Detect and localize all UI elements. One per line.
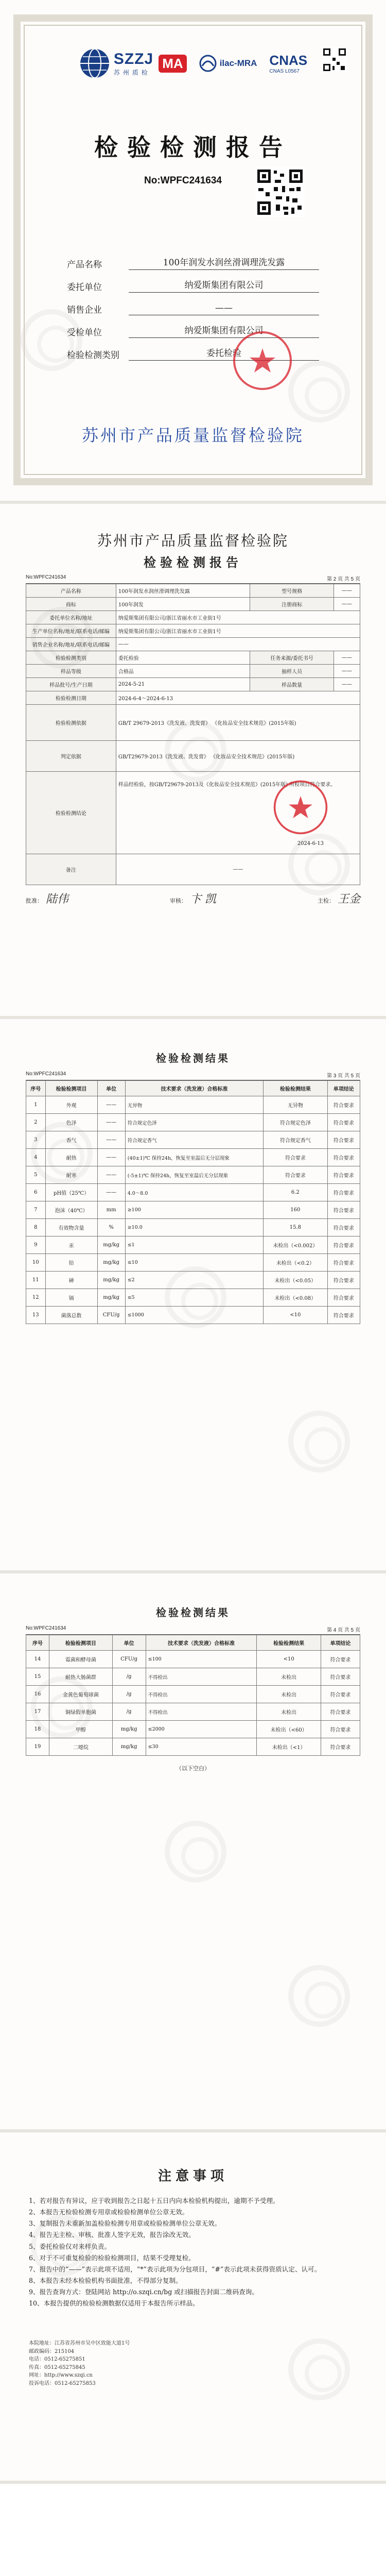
cnas-logo-text: CNAS [269, 53, 308, 68]
column-header: 单位 [112, 1635, 146, 1651]
ma-logo: MA [159, 55, 186, 73]
column-header: 检验检测结果 [264, 1081, 327, 1096]
table-cell: 符合要求 [327, 1289, 360, 1307]
table-cell: pH值（25℃） [45, 1184, 97, 1201]
report-number: No:WPFC241634 [26, 1625, 66, 1631]
conclusion-text: 样品经检验，按GB/T29679-2013及《化妆品安全技术规范》(2015年版) 所检项目符合要求。 [118, 782, 336, 788]
page-number: 第 3 页 共 5 页 [326, 1073, 360, 1079]
info-row-judgment [26, 741, 360, 772]
table-row [26, 1721, 360, 1738]
contact-line [29, 2340, 357, 2348]
contact-line [29, 2371, 357, 2380]
table-cell: 3 [26, 1131, 46, 1149]
table-cell: 霉菌和酵母菌 [49, 1651, 113, 1668]
info-label: 判定依据 [26, 741, 116, 772]
table-cell: 不得检出 [146, 1686, 257, 1703]
table-header-row [26, 1081, 360, 1096]
table-cell: 16 [26, 1686, 49, 1703]
field-value: 委托检验 [129, 346, 319, 361]
table-row [26, 1131, 360, 1149]
cnas-logo [269, 53, 307, 74]
info-value: 100年润发 [116, 598, 250, 611]
contact-label: 本院地址： [29, 2341, 55, 2347]
field-value: 纳爱斯集团有限公司 [129, 323, 319, 338]
info-row-conclusion [26, 772, 360, 854]
table-cell: ≤1 [125, 1236, 263, 1254]
notes-page [0, 2132, 386, 2484]
table-cell: 14 [26, 1651, 49, 1668]
contact-value: 0512-65275845 [44, 2364, 85, 2370]
contact-label: 邮政编码： [29, 2348, 55, 2354]
table-cell: 符合要求 [321, 1651, 360, 1668]
table-cell: mm [97, 1201, 125, 1219]
signatures [26, 890, 360, 906]
table-cell: 无异物 [264, 1096, 327, 1114]
info-row [26, 584, 360, 598]
contact-line [29, 2348, 357, 2356]
table-cell: 汞 [45, 1236, 97, 1254]
szzj-logo-text: SZZJ [113, 50, 154, 67]
info-label: 抽样人员 [250, 665, 334, 678]
info-label: 任务来源/委托书号 [250, 651, 334, 665]
ilac-mra-logo [199, 55, 257, 72]
table-cell: —— [97, 1166, 125, 1184]
info-label: 商标 [26, 598, 116, 611]
contact-line [29, 2355, 357, 2364]
ilac-icon [199, 55, 217, 72]
table-cell: 色泽 [45, 1114, 97, 1131]
table-cell: 符合规定色泽 [264, 1114, 327, 1131]
results-page-1 [0, 1019, 386, 1573]
table-row [26, 1114, 360, 1131]
table-cell: 15 [26, 1668, 49, 1686]
info-row-remarks [26, 854, 360, 885]
report-info-table [26, 584, 360, 885]
table-row [26, 1219, 360, 1236]
table-cell: /g [112, 1686, 146, 1703]
table-cell: 未检出 [257, 1703, 321, 1721]
reviewer-signature: 卞 凯 [190, 893, 216, 906]
field-label: 检验检测类别 [67, 350, 119, 361]
info-label: 检验检测结论 [26, 772, 116, 854]
table-cell: 未检出（<60） [257, 1721, 321, 1738]
info-value: GB/T29679-2013《洗发液、洗发膏》 《化妆品安全技术规范》(2015年版) [116, 741, 360, 772]
table-cell: 无异物 [125, 1096, 263, 1114]
field-value: 纳爱斯集团有限公司 [129, 278, 319, 293]
globe-icon [79, 47, 111, 79]
table-row [26, 1289, 360, 1307]
contact-line [29, 2364, 357, 2372]
table-cell: ≤30 [146, 1738, 257, 1756]
column-header: 技术要求（洗发液）合格标准 [125, 1081, 263, 1096]
table-cell: 8 [26, 1219, 46, 1236]
cover-field-row [67, 247, 319, 270]
column-header: 技术要求（洗发液）合格标准 [146, 1635, 257, 1651]
contact-value: 215104 [55, 2348, 75, 2354]
info-label: 备注 [26, 854, 116, 885]
table-row [26, 1686, 360, 1703]
table-cell: ≤10 [125, 1254, 263, 1272]
table-cell: ≥10.0 [125, 1219, 263, 1236]
table-cell: mg/kg [97, 1289, 125, 1307]
table-row [26, 1149, 360, 1166]
approver-signature: 陆伟 [46, 893, 69, 906]
note-item: 5、委托检验仅对来样负责。 [29, 2242, 111, 2250]
cover-field-row [67, 338, 319, 361]
table-cell: 6 [26, 1184, 46, 1201]
table-cell: 镉 [45, 1289, 97, 1307]
info-value: 100年润发水润丝滑调理洗发露 [116, 584, 250, 598]
note-item: 2、本报告无检验检测专用章或检验检测单位公章无效。 [29, 2208, 189, 2216]
qr-code-icon [322, 47, 347, 72]
table-row [26, 1201, 360, 1219]
table-cell: 符合要求 [327, 1201, 360, 1219]
table-cell: 18 [26, 1721, 49, 1738]
column-header: 检验检测项目 [45, 1081, 97, 1096]
info-row [26, 665, 360, 678]
results-table [26, 1635, 360, 1756]
table-cell: —— [97, 1114, 125, 1131]
report-number: No:WPFC241634 [26, 574, 66, 580]
table-cell: 未检出 [257, 1668, 321, 1686]
table-row [26, 1166, 360, 1184]
column-header: 单项结论 [321, 1635, 360, 1651]
report-info-page [0, 504, 386, 1019]
info-label: 样品批号/生产日期 [26, 678, 116, 691]
info-row [26, 651, 360, 665]
note-item: 10、本报告提供的检验检测数据仅适用于本报告所示样品。 [29, 2299, 199, 2308]
table-cell: 符合要求 [321, 1721, 360, 1738]
contact-label: 投诉电话： [29, 2380, 55, 2386]
table-cell: (40±1)℃ 保持24h，恢复至室温后无分层现象 [125, 1149, 263, 1166]
table-cell: mg/kg [97, 1254, 125, 1272]
report-number: No:WPFC241634 [26, 1071, 66, 1077]
table-cell: 17 [26, 1703, 49, 1721]
info-row [26, 638, 360, 651]
table-cell: 未检出（<0.08） [264, 1289, 327, 1307]
table-cell: 耐寒 [45, 1166, 97, 1184]
table-cell: 菌落总数 [45, 1307, 97, 1324]
table-cell: 外观 [45, 1096, 97, 1114]
reviewer-label: 审核： [170, 897, 187, 904]
info-row [26, 624, 360, 638]
watermark [288, 1965, 350, 2027]
report-number: No:WPFC241634 [144, 175, 222, 186]
table-cell: 符合要求 [321, 1668, 360, 1686]
watermark [288, 1411, 350, 1472]
table-cell: 二噁烷 [49, 1738, 113, 1756]
column-header: 序号 [26, 1635, 49, 1651]
report-title: 检验检测报告 [94, 133, 292, 161]
field-label: 销售企业 [67, 305, 102, 315]
table-cell: 符合要求 [321, 1686, 360, 1703]
table-cell: 符合要求 [264, 1166, 327, 1184]
table-cell: 符合要求 [327, 1236, 360, 1254]
info-row [26, 691, 360, 705]
page-number: 第 2 页 共 5 页 [326, 577, 360, 582]
watermark [165, 1821, 226, 1883]
table-cell: mg/kg [112, 1738, 146, 1756]
table-row [26, 1184, 360, 1201]
table-cell: 12 [26, 1289, 46, 1307]
table-cell: % [97, 1219, 125, 1236]
table-cell: 符合要求 [327, 1096, 360, 1114]
notes-list [29, 2196, 357, 2309]
blank-below-note: （以下空白） [176, 1765, 210, 1772]
info-row [26, 611, 360, 624]
field-value: 100年润发水润丝滑调理洗发露 [129, 255, 319, 270]
column-header: 检验检测结果 [257, 1635, 321, 1651]
field-label: 产品名称 [67, 260, 102, 270]
column-header: 单项结论 [327, 1081, 360, 1096]
table-row [26, 1096, 360, 1114]
szzj-logo-subtext: 苏州质检 [113, 69, 151, 76]
ilac-mra-text: ilac-MRA [219, 58, 257, 68]
table-cell: 未检出（<0.2） [264, 1254, 327, 1272]
table-cell: 符合要求 [327, 1307, 360, 1324]
table-cell: CFU/g [97, 1307, 125, 1324]
table-cell: ≤2000 [146, 1721, 257, 1738]
table-header-row [26, 1635, 360, 1651]
table-cell: 耐热大肠菌群 [49, 1668, 113, 1686]
table-cell: 未检出（<0.05） [264, 1272, 327, 1289]
table-cell: 符合要求 [327, 1166, 360, 1184]
table-row [26, 1703, 360, 1721]
institute-name: 苏州市产品质量监督检验院 [81, 426, 304, 445]
table-cell: 符合规定香气 [125, 1131, 263, 1149]
table-cell: mg/kg [97, 1236, 125, 1254]
note-item: 1、若对报告有异议，应于收到报告之日起十五日内向本检验机构提出，逾期不予受理。 [29, 2197, 279, 2205]
info-value: —— [334, 584, 360, 598]
contact-line [29, 2380, 357, 2388]
table-cell: 香气 [45, 1131, 97, 1149]
info-value: 2024-5-21 [116, 678, 250, 691]
szzj-logo [79, 47, 187, 79]
institute-name: 苏州市产品质量监督检验院 [97, 532, 289, 549]
column-header: 检验检测项目 [49, 1635, 113, 1651]
table-cell: 10 [26, 1254, 46, 1272]
table-cell: <10 [264, 1307, 327, 1324]
info-value: GB/T 29679-2013《洗发液、洗发膏》 《化妆品安全技术规范》(2015年版) [116, 705, 360, 741]
info-label: 检验检测类别 [26, 651, 116, 665]
table-cell: 未检出（<1） [257, 1738, 321, 1756]
conclusion-date: 2024-6-13 [297, 841, 324, 846]
results-table [26, 1080, 360, 1324]
info-row [26, 678, 360, 691]
table-cell: 11 [26, 1272, 46, 1289]
table-cell: 9 [26, 1236, 46, 1254]
table-cell: 符合要求 [321, 1738, 360, 1756]
table-cell: 符合要求 [321, 1703, 360, 1721]
column-header: 序号 [26, 1081, 46, 1096]
tester [318, 890, 360, 906]
table-cell: 符合要求 [327, 1254, 360, 1272]
field-label: 受检单位 [67, 328, 102, 338]
reviewer [170, 890, 216, 906]
table-cell: CFU/g [112, 1651, 146, 1668]
table-row [26, 1236, 360, 1254]
results-page-2 [0, 1573, 386, 2132]
table-cell: 4.0～8.0 [125, 1184, 263, 1201]
table-cell: 符合规定色泽 [125, 1114, 263, 1131]
contact-info [29, 2340, 357, 2387]
note-item: 9、报告查询方式：登陆网站 http://o.szqi.cn/bg 或扫描报告封面二维码查询。 [29, 2288, 258, 2296]
table-cell: 13 [26, 1307, 46, 1324]
column-header: 单位 [97, 1081, 125, 1096]
table-cell: ≤100 [146, 1651, 257, 1668]
table-cell: 符合要求 [327, 1149, 360, 1166]
cover-fields [67, 247, 319, 361]
note-item: 3、复制报告未重新加盖检验检测专用章或检验检测单位公章无效。 [29, 2219, 221, 2228]
info-value: 2024-6-4～2024-6-13 [116, 691, 360, 705]
report-cover [0, 0, 386, 504]
contact-value: 0512-65275853 [55, 2380, 96, 2386]
table-cell: 耐热 [45, 1149, 97, 1166]
table-row [26, 1668, 360, 1686]
table-row [26, 1738, 360, 1756]
table-cell: ≤1000 [125, 1307, 263, 1324]
table-cell: —— [97, 1096, 125, 1114]
info-value: 纳爱斯集团有限公司/浙江省丽水市工业街1号 [116, 611, 360, 624]
table-cell: 5 [26, 1166, 46, 1184]
page-meta [26, 1071, 360, 1080]
table-cell: 金黄色葡萄球菌 [49, 1686, 113, 1703]
table-cell: 符合要求 [327, 1219, 360, 1236]
tester-signature: 王金 [337, 893, 360, 906]
note-item: 7、报告中的“——”表示此项不适用，“*”表示此项为分包项目，“#”表示此项未获得资质认定、认可。 [29, 2265, 321, 2273]
table-cell: 有效物含量 [45, 1219, 97, 1236]
note-item: 4、报告无主检、审核、批准人签字无效，报告涂改无效。 [29, 2231, 195, 2239]
tester-label: 主检： [317, 897, 335, 904]
table-cell: —— [97, 1184, 125, 1201]
cover-field-row [67, 270, 319, 293]
info-value: —— [116, 638, 360, 651]
contact-value: http://www.szqi.cn [44, 2372, 93, 2379]
page-meta [26, 1625, 360, 1635]
table-cell: —— [97, 1149, 125, 1166]
table-cell: 符合要求 [327, 1184, 360, 1201]
table-cell: /g [112, 1668, 146, 1686]
table-row [26, 1254, 360, 1272]
table-cell: 符合要求 [327, 1272, 360, 1289]
info-value: 委托检验 [116, 651, 250, 665]
table-cell: mg/kg [97, 1272, 125, 1289]
info-value: —— [334, 678, 360, 691]
table-cell: <10 [257, 1651, 321, 1668]
table-cell: 未检出（<0.002） [264, 1236, 327, 1254]
table-cell: 泡沫（40℃） [45, 1201, 97, 1219]
contact-label: 传真： [29, 2364, 44, 2370]
info-value: 合格品 [116, 665, 250, 678]
table-row [26, 1651, 360, 1668]
cover-field-row [67, 315, 319, 338]
approver-label: 批准： [26, 897, 43, 904]
info-row [26, 598, 360, 611]
info-value: —— [116, 854, 360, 885]
table-cell: 160 [264, 1201, 327, 1219]
table-cell: ≤5 [125, 1289, 263, 1307]
table-cell: /g [112, 1703, 146, 1721]
table-cell: ≥100 [125, 1201, 263, 1219]
table-cell: 砷 [45, 1272, 97, 1289]
table-cell: 不得检出 [146, 1703, 257, 1721]
info-label: 销售企业名称/地址/联系电话/邮编 [26, 638, 116, 651]
table-cell: 符合规定香气 [264, 1131, 327, 1149]
table-cell: 铜绿假单胞菌 [49, 1703, 113, 1721]
report-title: 检验检测报告 [144, 555, 242, 570]
table-cell: mg/kg [112, 1721, 146, 1738]
report-qr-code-icon[interactable] [255, 167, 305, 217]
table-cell: 未检出 [257, 1686, 321, 1703]
info-value: —— [334, 598, 360, 611]
field-label: 委托单位 [67, 282, 102, 293]
info-label: 生产单位名称/地址/联系电话/邮编 [26, 624, 116, 638]
field-value: —— [129, 303, 319, 315]
table-cell: 15.8 [264, 1219, 327, 1236]
cnas-number: CNAS L0567 [269, 69, 300, 74]
info-label: 产品名称 [26, 584, 116, 598]
info-value: —— [334, 665, 360, 678]
table-cell: —— [97, 1131, 125, 1149]
info-value: 纳爱斯集团有限公司/浙江省丽水市工业街1号 [116, 624, 360, 638]
table-cell: 符合要求 [327, 1114, 360, 1131]
cover-field-row [67, 293, 319, 315]
note-item: 6、对于不可重复检验的检验检测项目，结果不受理复检。 [29, 2253, 195, 2262]
table-cell: ≤2 [125, 1272, 263, 1289]
table-cell: 2 [26, 1114, 46, 1131]
contact-label: 电话： [29, 2357, 44, 2363]
table-cell: 6.2 [264, 1184, 327, 1201]
contact-label: 网址： [29, 2372, 44, 2379]
table-cell: 符合要求 [264, 1149, 327, 1166]
contact-value: 江苏省苏州市吴中区致能大道1号 [55, 2341, 130, 2347]
info-value: —— [334, 651, 360, 665]
table-cell: 19 [26, 1738, 49, 1756]
table-cell: 1 [26, 1096, 46, 1114]
section-title: 检验检测结果 [156, 1606, 230, 1619]
table-row [26, 1307, 360, 1324]
page-number: 第 4 页 共 5 页 [326, 1628, 360, 1633]
info-label: 注册商标 [250, 598, 334, 611]
info-label: 委托单位名称/地址 [26, 611, 116, 624]
notes-title: 注意事项 [157, 2168, 228, 2184]
page-meta [26, 574, 360, 584]
section-title: 检验检测结果 [156, 1052, 230, 1064]
table-cell: 铅 [45, 1254, 97, 1272]
table-cell: 7 [26, 1201, 46, 1219]
info-label: 型号规格 [250, 584, 334, 598]
approver [26, 890, 68, 906]
table-cell: 甲醇 [49, 1721, 113, 1738]
table-row [26, 1272, 360, 1289]
info-label: 检验检测依据 [26, 705, 116, 741]
table-cell: 符合要求 [327, 1131, 360, 1149]
info-value [116, 772, 360, 854]
info-label: 检验检测日期 [26, 691, 116, 705]
table-cell: 不得检出 [146, 1668, 257, 1686]
contact-value: 0512-65275851 [44, 2357, 85, 2363]
table-cell: 4 [26, 1149, 46, 1166]
info-row-basis [26, 705, 360, 741]
info-label: 样品等级 [26, 665, 116, 678]
table-cell: (-5±1)℃ 保持24h，恢复至室温后无分层现象 [125, 1166, 263, 1184]
note-item: 8、本报告未经本检验机构书面批准，不得部分复制。 [29, 2276, 182, 2284]
info-label: 样品数量 [250, 678, 334, 691]
